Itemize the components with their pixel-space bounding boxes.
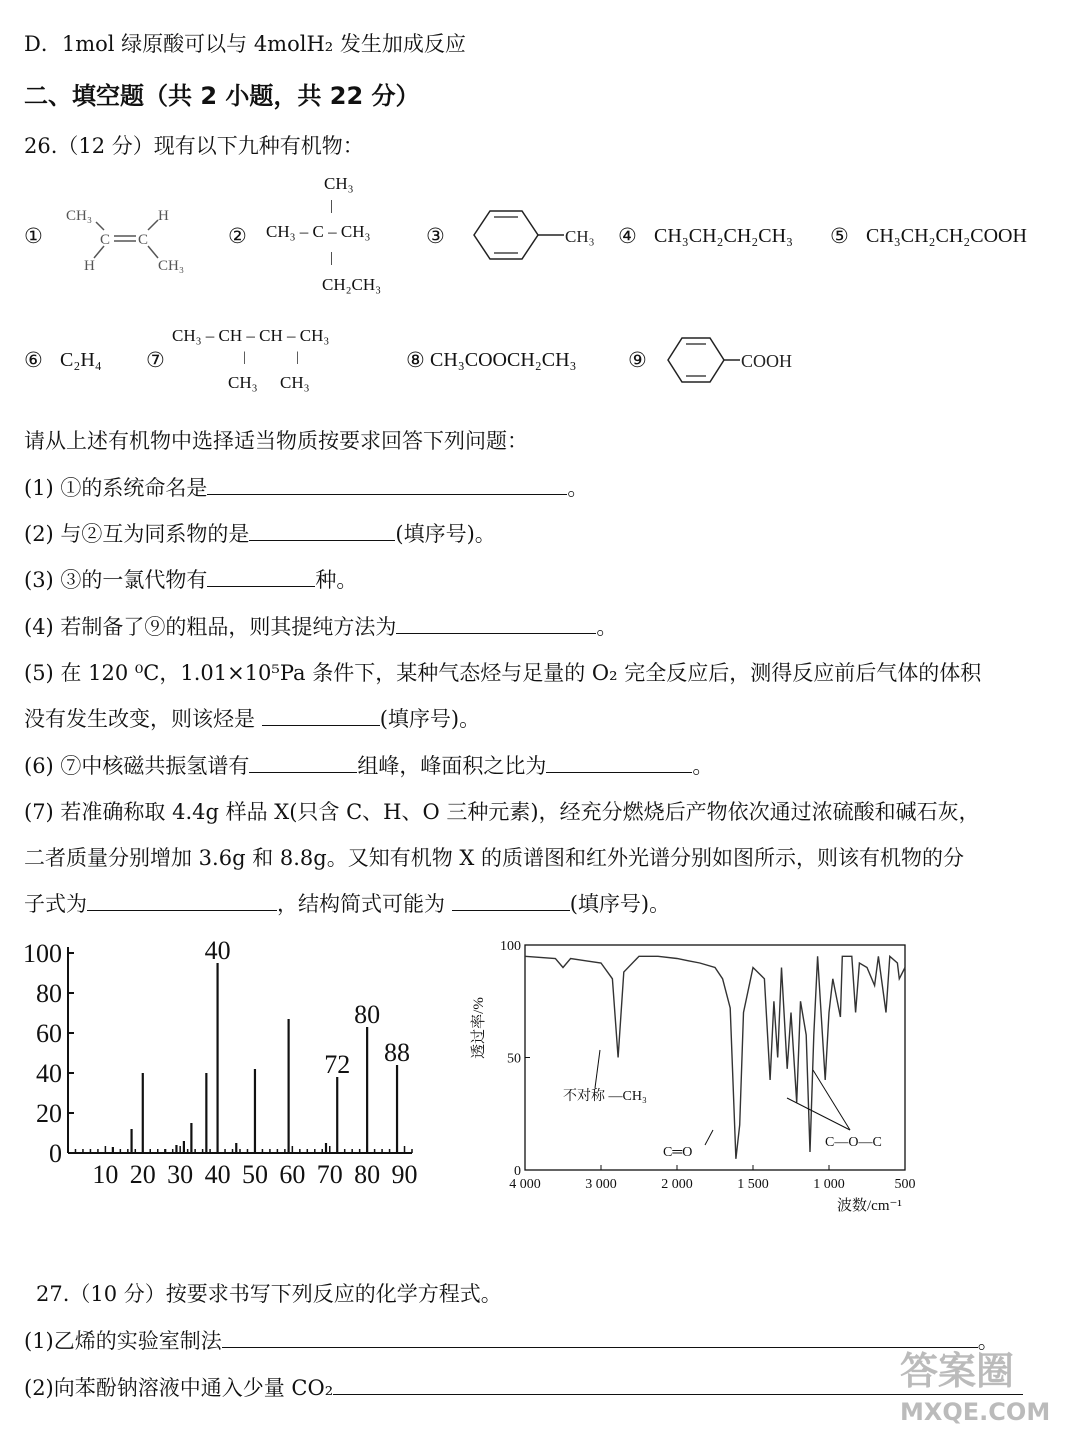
s3-ch3: CH₃ bbox=[565, 227, 595, 246]
ms-xtick-label: 70 bbox=[316, 1160, 343, 1189]
item-label-3: ③ bbox=[426, 224, 445, 248]
ms-xtick-label: 40 bbox=[204, 1160, 231, 1189]
ms-peak-label: 72 bbox=[324, 1050, 351, 1079]
q26-7-line1: (7) 若准确称取 4.4g 样品 X(只含 C、H、O 三种元素)，经充分燃烧后产物依次通过浓硫酸和碱石灰， bbox=[24, 800, 980, 824]
ir-ytick-label: 50 bbox=[507, 1051, 521, 1067]
ms-peak-label: 88 bbox=[384, 1038, 411, 1067]
q26-prompt: 请从上述有机物中选择适当物质按要求回答下列问题： bbox=[24, 429, 528, 453]
ir-xtick-label: 2 000 bbox=[661, 1177, 693, 1192]
ms-ytick-label: 100 bbox=[23, 939, 62, 968]
q27-1: (1)乙烯的实验室制法 。 bbox=[24, 1329, 999, 1353]
compound-8: CH₃COOCH₂CH₃ bbox=[430, 349, 577, 371]
compound-4: CH₃CH₂CH₂CH₃ bbox=[654, 225, 794, 247]
ir-ytick-label: 100 bbox=[500, 939, 521, 954]
item-label-7: ⑦ bbox=[146, 348, 165, 372]
structure-3-toluene bbox=[470, 205, 620, 265]
item-label-8: ⑧ bbox=[406, 348, 425, 372]
structure-9-benzoic-acid bbox=[664, 332, 824, 388]
q26-2: (2) 与②互为同系物的是 (填序号)。 bbox=[24, 522, 496, 546]
answer-blank-27-1[interactable] bbox=[222, 1327, 978, 1348]
ir-annot-ch3: 不对称 —CH₃ bbox=[563, 1089, 647, 1104]
s7-b1: CH₃ bbox=[228, 373, 258, 392]
s2-mid: CH₃ – C – CH₃ bbox=[266, 222, 371, 241]
answer-blank-4[interactable] bbox=[396, 613, 596, 634]
ir-annot-coc: C—O—C bbox=[825, 1135, 882, 1150]
q26-1-pre: (1) ①的系统命名是 bbox=[24, 476, 208, 500]
item-label-5: ⑤ bbox=[830, 224, 849, 248]
q26-7-line3: 子式为 ，结构简式可能为 (填序号)。 bbox=[24, 892, 671, 916]
answer-blank-6a[interactable] bbox=[249, 752, 357, 773]
q26-5-line1: (5) 在 120 ⁰C，1.01×10⁵Pa 条件下，某种气态烃与足量的 O₂ 完全反应后，测得反应前后气体的体积 bbox=[24, 661, 982, 685]
answer-blank-7b[interactable] bbox=[452, 890, 570, 911]
q27-intro: 27.（10 分）按要求书写下列反应的化学方程式。 bbox=[36, 1282, 502, 1306]
ir-xlabel: 波数/cm⁻¹ bbox=[837, 1198, 902, 1214]
ms-xtick-label: 90 bbox=[391, 1160, 418, 1189]
s2-bond-up: | bbox=[330, 198, 334, 214]
q26-1-post: 。 bbox=[567, 476, 589, 500]
ir-xtick-label: 1 000 bbox=[813, 1177, 845, 1192]
s7-bond-2: | bbox=[296, 350, 299, 365]
s1-h1: H bbox=[158, 208, 169, 224]
ir-xtick-label: 500 bbox=[894, 1177, 916, 1192]
answer-blank-2[interactable] bbox=[249, 520, 395, 541]
ms-peak-label: 80 bbox=[354, 1000, 381, 1029]
mass-spectrum-chart bbox=[10, 935, 430, 1190]
s1-ch3a: CH₃ bbox=[66, 208, 93, 224]
ir-spectrum-chart bbox=[465, 930, 925, 1220]
s1-c2: C bbox=[138, 232, 149, 248]
q26-7-line2: 二者质量分别增加 3.6g 和 8.8g。又知有机物 X 的质谱图和红外光谱分别如图所示，则该有机物的分 bbox=[24, 846, 965, 870]
item-label-6: ⑥ bbox=[24, 348, 43, 372]
s7-b2: CH₃ bbox=[280, 373, 310, 392]
ms-xtick-label: 60 bbox=[279, 1160, 306, 1189]
s2-top: CH₃ bbox=[324, 174, 354, 193]
ir-annot-co: C═O bbox=[663, 1145, 693, 1160]
ms-xtick-label: 20 bbox=[129, 1160, 156, 1189]
s2-bond-down: | bbox=[330, 250, 334, 266]
watermark-logo: 答案圈 bbox=[900, 1349, 1015, 1393]
ms-ytick-label: 0 bbox=[49, 1139, 62, 1168]
answer-blank-1[interactable] bbox=[207, 474, 567, 495]
s1-c1: C bbox=[100, 232, 111, 248]
ms-ytick-label: 40 bbox=[36, 1059, 62, 1088]
ms-ytick-label: 20 bbox=[36, 1099, 62, 1128]
q26-6: (6) ⑦中核磁共振氢谱有 组峰，峰面积之比为 。 bbox=[24, 754, 714, 778]
compound-5: CH₃CH₂CH₂COOH bbox=[866, 225, 1027, 247]
ir-xtick-label: 4 000 bbox=[509, 1177, 541, 1192]
ms-xtick-label: 30 bbox=[167, 1160, 194, 1189]
item-label-4: ④ bbox=[618, 224, 637, 248]
item-label-9: ⑨ bbox=[628, 348, 647, 372]
item-label-2: ② bbox=[228, 224, 247, 248]
ms-ytick-label: 60 bbox=[36, 1019, 62, 1048]
answer-blank-3[interactable] bbox=[207, 566, 315, 587]
s1-ch3b: CH₃ bbox=[158, 258, 185, 274]
ms-xtick-label: 80 bbox=[354, 1160, 381, 1189]
s7-top: CH₃ – CH – CH – CH₃ bbox=[172, 326, 330, 345]
s9-cooh: COOH bbox=[741, 351, 793, 371]
q27-2: (2)向苯酚钠溶液中通入少量 CO₂ bbox=[24, 1372, 1023, 1402]
ms-xtick-label: 10 bbox=[92, 1160, 119, 1189]
ir-xtick-label: 1 500 bbox=[737, 1177, 769, 1192]
q26-4: (4) 若制备了⑨的粗品，则其提纯方法为 。 bbox=[24, 615, 618, 639]
q26-1 bbox=[24, 472, 588, 502]
compound-6: C₂H₄ bbox=[60, 349, 102, 371]
answer-blank-7a[interactable] bbox=[87, 890, 277, 911]
section-title: 二、填空题（共 2 小题，共 22 分） bbox=[24, 82, 420, 110]
answer-blank-5[interactable] bbox=[262, 705, 380, 726]
item-label-1: ① bbox=[24, 224, 43, 248]
option-d: D．1mol 绿原酸可以与 4molH₂ 发生加成反应 bbox=[24, 32, 466, 56]
ir-ytick-label: 0 bbox=[514, 1164, 521, 1179]
ms-ytick-label: 80 bbox=[36, 979, 62, 1008]
ir-xtick-label: 3 000 bbox=[585, 1177, 617, 1192]
q26-5-line2: 没有发生改变，则该烃是 (填序号)。 bbox=[24, 707, 481, 731]
structure-1 bbox=[62, 198, 202, 278]
s7-bond-1: | bbox=[243, 350, 246, 365]
ir-ylabel: 透过率/% bbox=[471, 997, 487, 1059]
ms-xtick-label: 50 bbox=[241, 1160, 268, 1189]
s1-h2: H bbox=[84, 258, 95, 274]
s2-bot: CH₂CH₃ bbox=[322, 275, 382, 294]
ms-peak-label: 40 bbox=[204, 936, 231, 965]
watermark-url: MXQE.COM bbox=[900, 1398, 1051, 1426]
answer-blank-6b[interactable] bbox=[546, 752, 692, 773]
q26-3: (3) ③的一氯代物有 种。 bbox=[24, 568, 358, 592]
q26-intro: 26.（12 分）现有以下九种有机物： bbox=[24, 134, 364, 158]
